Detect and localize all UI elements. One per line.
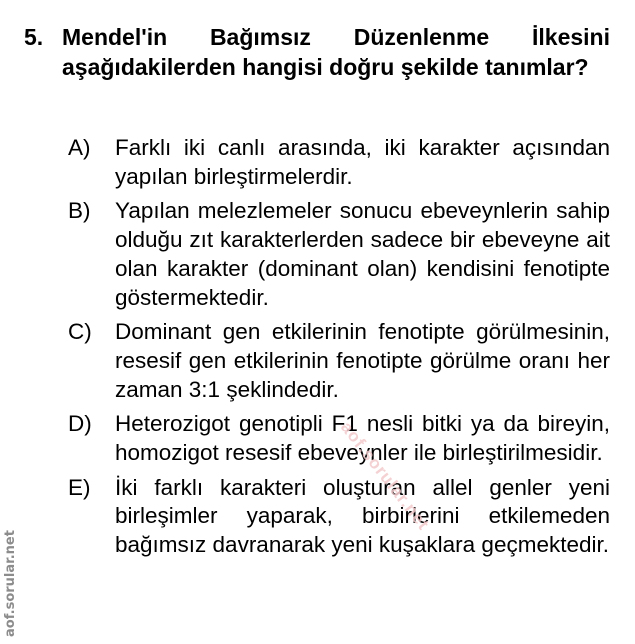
option-label: D): [68, 411, 92, 437]
option-b[interactable]: [68, 197, 610, 312]
option-label: B): [68, 198, 91, 224]
option-text: İki farklı karakteri oluşturan allel genler yeni birleşimler yaparak, birbirlerini etkilemeden bağımsız davranarak yeni kuşaklara geçmektedir.: [115, 474, 610, 558]
option-c[interactable]: [68, 318, 610, 404]
answer-options: [68, 134, 610, 566]
side-watermark: aof.sorular.net: [3, 530, 18, 637]
option-text: Farklı iki canlı arasında, iki karakter açısından yapılan birleştirmelerdir.: [115, 135, 610, 189]
question-text: Mendel'in Bağımsız Düzenlenme İlkesini aşağıdakilerden hangisi doğru şekilde tanımlar?: [62, 24, 610, 80]
option-d[interactable]: [68, 410, 610, 467]
option-e[interactable]: [68, 474, 610, 560]
question-number: 5.: [24, 24, 44, 50]
option-a[interactable]: [68, 134, 610, 191]
option-label: E): [68, 474, 91, 500]
option-text: Yapılan melezlemeler sonucu ebeveynlerin sahip olduğu zıt karakterlerden sadece bir ebeveyne ait olan karakter (dominant olan) kendisini fenotipte göstermektedir.: [115, 198, 610, 310]
option-text: Dominant gen etkilerinin fenotipte görülmesinin, resesif gen etkilerinin fenotipte görülme oranı her zaman 3:1 şeklindedir.: [115, 319, 610, 402]
diagonal-watermark: aof.sorular.net: [337, 418, 434, 534]
option-text: Heterozigot genotipli F1 nesli bitki ya da bireyin, homozigot resesif ebeveynler ile birleştirilmesidir.: [115, 411, 610, 466]
option-label: A): [68, 135, 91, 160]
question: [24, 23, 610, 82]
option-label: C): [68, 319, 92, 345]
